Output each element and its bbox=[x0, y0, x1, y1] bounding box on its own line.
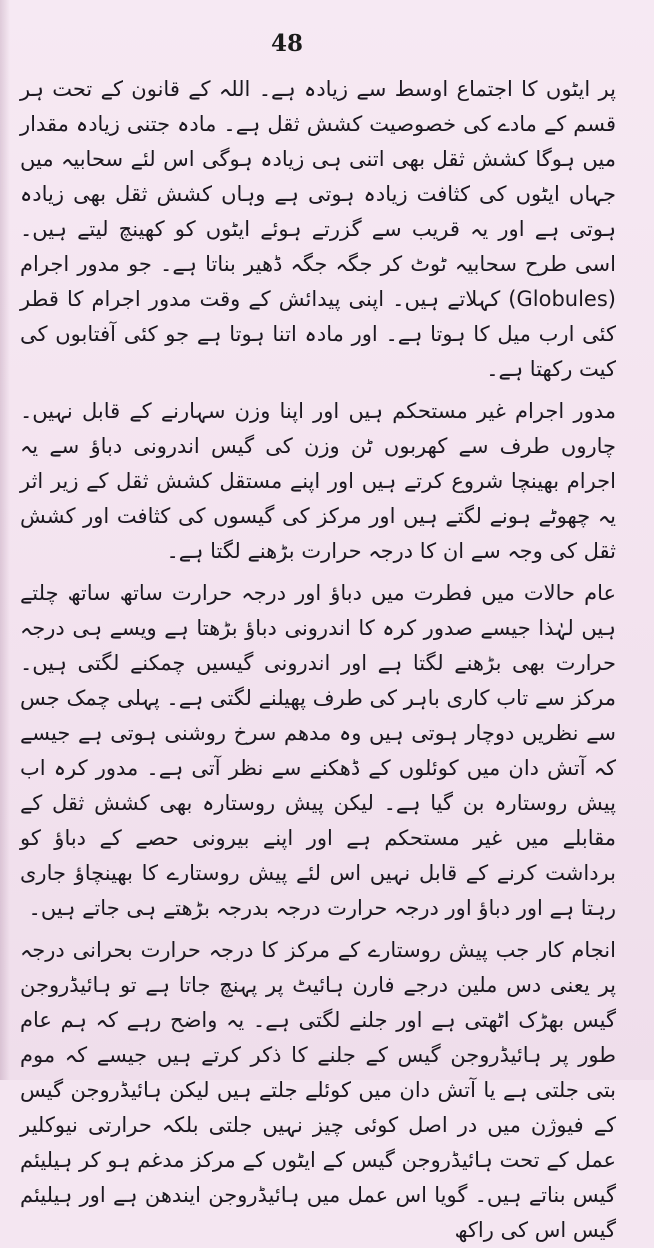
paragraph-1: پر ایٹوں کا اجتماع اوسط سے زیادہ ہے۔ اللہ کے قانون کے تحت ہر قسم کے مادے کی خصوصیت کشش ثقل ہے۔ مادہ جتنی زیادہ مقدار میں ہوگا کشش ثقل بھی اتنی ہی زیادہ ہوگی اس لئے سحابیہ میں جہاں ایٹوں کی کثافت زیادہ ہوتی ہے وہاں کشش ثقل بھی زیادہ ہوتی ہے اور یہ قریب سے گزرتے ہوئے ایٹوں کو کھینچ لیتے ہیں۔ اسی طرح سحابیہ ٹوٹ کر جگہ جگہ ڈھیر بناتا ہے۔ جو مدور اجرام (Globules) کہلاتے ہیں۔ اپنی پیدائش کے وقت مدور اجرام کا قطر کئی ارب میل کا ہوتا ہے۔ اور مادہ اتنا ہوتا ہے جو کئی آفتابوں کی کیت رکھتا ہے۔ bbox=[20, 77, 616, 381]
paragraph-2: مدور اجرام غیر مستحکم ہیں اور اپنا وزن سہارنے کے قابل نہیں۔ چاروں طرف سے کھربوں ٹن وزن کی گیس اندرونی دباؤ سے یہ اجرام بھینچا شروع کرتے ہیں اور اپنے مستقل کشش ثقل کے زیر اثر یہ چھوٹے ہونے لگتے ہیں اور مرکز کی گیسوں کی کثافت اور کشش ثقل کی وجہ سے ان کا درجہ حرارت بڑھنے لگتا ہے۔ bbox=[20, 399, 616, 563]
page-number: 48 bbox=[270, 30, 303, 57]
binding-shadow bbox=[0, 0, 10, 1080]
paragraph-4: انجام کار جب پیش روستارے کے مرکز کا درجہ حرارت بحرانی درجہ پر یعنی دس ملین درجے فارن ہائیٹ پر پہنچ جاتا ہے تو ہائیڈروجن گیس بھڑک اٹھتی ہے اور جلنے لگتی ہے۔ یہ واضح رہے کہ ہم عام طور پر ہائیڈروجن گیس کے جلنے کا ذکر کرتے ہیں جیسے کہ موم بتی جلتی ہے یا آتش دان میں کوئلے جلتے ہیں لیکن ہائیڈروجن گیس کے فیوژن میں در اصل کوئی چیز نہیں جلتی بلکہ حرارتی نیوکلیر عمل کے تحت ہائیڈروجن گیس کے ایٹوں کے مرکز مدغم ہو کر ہیلیئم گیس بناتے ہیں۔ گویا اس عمل میں ہائیڈروجن ایندھن ہے اور ہیلیئم گیس اس کی راکھ bbox=[20, 938, 616, 1242]
paragraph-3: عام حالات میں فطرت میں دباؤ اور درجہ حرارت ساتھ ساتھ چلتے ہیں لہٰذا جیسے صدور کرہ کا اندرونی دباؤ بڑھتا ہے ویسے ہی درجہ حرارت بھی بڑھنے لگتا ہے اور اندرونی گیسیں چمکنے لگتی ہیں۔ مرکز سے تاب کاری باہر کی طرف پھیلنے لگتی ہے۔ پہلی چمک جس سے نظریں دوچار ہوتی ہیں وہ مدھم سرخ روشنی ہوتی ہے جیسے کہ آتش دان میں کوئلوں کے ڈھکنے سے نظر آتی ہے۔ مدور کرہ اب پیش روستارہ بن گیا ہے۔ لیکن پیش روستارہ بھی کشش ثقل کے مقابلے میں غیر مستحکم ہے اور اپنے بیرونی حصے کے دباؤ کو برداشت کرنے کے قابل نہیں اس لئے پیش روستارے کا بھینچاؤ جاری رہتا ہے اور دباؤ اور درجہ حرارت درجہ بدرجہ بڑھتے ہی جاتے ہیں۔ bbox=[20, 581, 616, 920]
page-body-text bbox=[20, 72, 616, 1248]
